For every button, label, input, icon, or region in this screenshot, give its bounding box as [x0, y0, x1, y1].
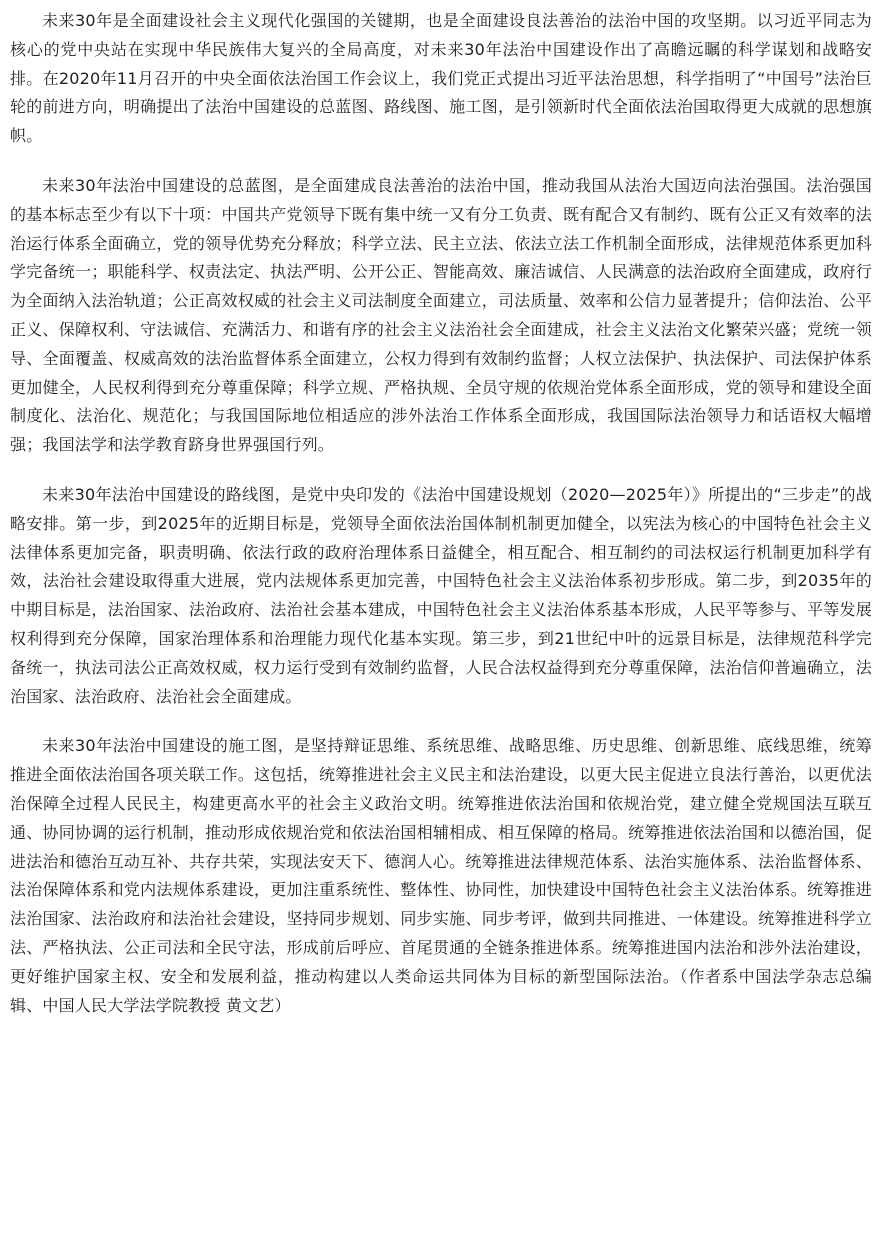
- paragraph-roadmap: 未来30年法治中国建设的路线图，是党中央印发的《法治中国建设规划（2020—2025年）》所提出的“三步走”的战略安排。第一步，到2025年的近期目标是，党领导全面依法治国体制机制更加健全，以宪法为核心的中国特色社会主义法律体系更加完备，职责明确、依法行政的政府治理体系日益健全，相互配合、相互制约的司法权运行机制更加科学有效，法治社会建设取得重大进展，党内法规体系更加完善，中国特色社会主义法治体系初步形成。第二步，到2035年的中期目标是，法治国家、法治政府、法治社会基本建成，中国特色社会主义法治体系基本形成，人民平等参与、平等发展权利得到充分保障，国家治理体系和治理能力现代化基本实现。第三步，到21世纪中叶的远景目标是，法律规范科学完备统一，执法司法公正高效权威，权力运行受到有效制约监督，人民合法权益得到充分尊重保障，法治信仰普遍确立，法治国家、法治政府、法治社会全面建成。: [10, 484, 872, 706]
- paragraph-construction-plan: 未来30年法治中国建设的施工图，是坚持辩证思维、系统思维、战略思维、历史思维、创新思维、底线思维，统筹推进全面依法治国各项关联工作。这包括，统筹推进社会主义民主和法治建设，以更大民主促进立良法行善治，以更优法治保障全过程人民民主，构建更高水平的社会主义政治文明。统筹推进依法治国和依规治党，建立健全党规国法互联互通、协同协调的运行机制，推动形成依规治党和依法治国相辅相成、相互保障的格局。统筹推进依法治国和以德治国，促进法治和德治互动互补、共存共荣，实现法安天下、德润人心。统筹推进法律规范体系、法治实施体系、法治监督体系、法治保障体系和党内法规体系建设，更加注重系统性、整体性、协同性，加快建设中国特色社会主义法治体系。统筹推进法治国家、法治政府和法治社会建设，坚持同步规划、同步实施、同步考评，做到共同推进、一体建设。统筹推进科学立法、严格执法、公正司法和全民守法，形成前后呼应、首尾贯通的全链条推进体系。统筹推进国内法治和涉外法治建设，更好维护国家主权、安全和发展利益，推动构建以人类命运共同体为目标的新型国际法治。（作者系中国法学杂志总编辑、中国人民大学法学院教授 黄文艺）: [10, 736, 872, 1015]
- paragraph-blueprint: 未来30年法治中国建设的总蓝图，是全面建成良法善治的法治中国，推动我国从法治大国迈向法治强国。法治强国的基本标志至少有以下十项：中国共产党领导下既有集中统一又有分工负责、既有配合又有制约、既有公正又有效率的法治运行体系全面确立，党的领导优势充分释放；科学立法、民主立法、依法立法工作机制全面形成，法律规范体系更加科学完备统一；职能科学、权责法定、执法严明、公开公正、智能高效、廉洁诚信、人民满意的法治政府全面建成，政府行为全面纳入法治轨道；公正高效权威的社会主义司法制度全面建立，司法质量、效率和公信力显著提升；信仰法治、公平正义、保障权利、守法诚信、充满活力、和谐有序的社会主义法治社会全面建成，社会主义法治文化繁荣兴盛；党统一领导、全面覆盖、权威高效的法治监督体系全面建立，公权力得到有效制约监督；人权立法保护、执法保护、司法保护体系更加健全，人民权利得到充分尊重保障；科学立规、严格执规、全员守规的依规治党体系全面形成，党的领导和建设全面制度化、法治化、规范化；与我国国际地位相适应的涉外法治工作体系全面形成，我国国际法治领导力和话语权大幅增强；我国法学和法学教育跻身世界强国行列。: [10, 175, 872, 455]
- paragraph-overview: 未来30年是全面建设社会主义现代化强国的关键期，也是全面建设良法善治的法治中国的攻坚期。以习近平同志为核心的党中央站在实现中华民族伟大复兴的全局高度，对未来30年法治中国建设作出了高瞻远瞩的科学谋划和战略安排。在2020年11月召开的中央全面依法治国工作会议上，我们党正式提出习近平法治思想，科学指明了“中国号”法治巨轮的前进方向，明确提出了法治中国建设的总蓝图、路线图、施工图，是引领新时代全面依法治国取得更大成就的思想旗帜。: [10, 11, 872, 146]
